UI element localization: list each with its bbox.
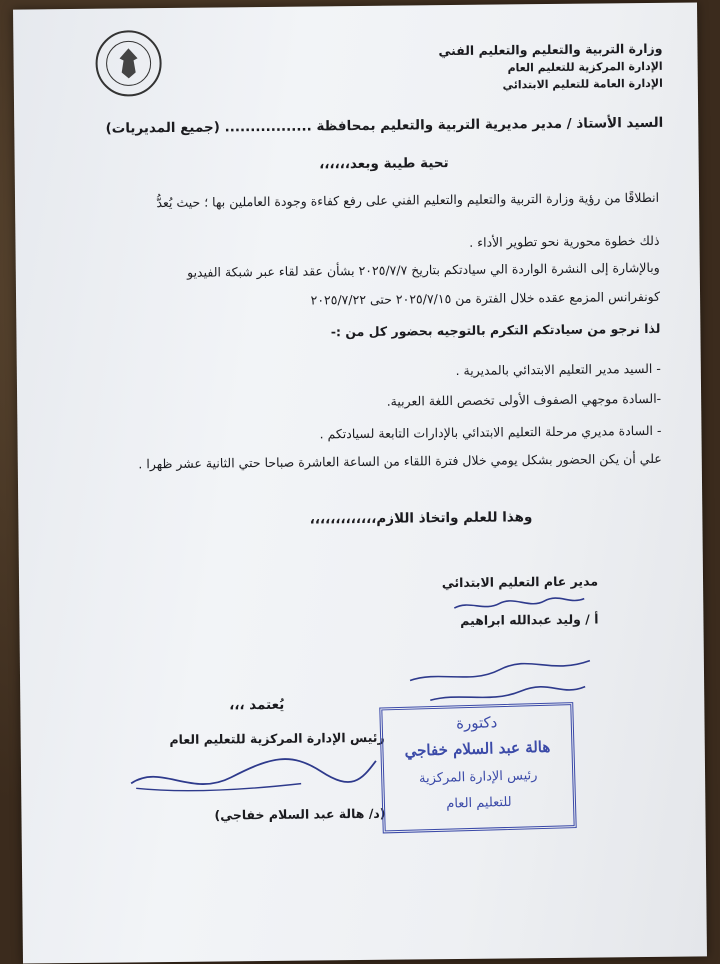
- document-page: [13, 2, 707, 963]
- signatory-1-title: مدير عام التعليم الابتدائي: [441, 573, 599, 591]
- stamp-line-2: هالة عبد السلام خفاجي: [404, 737, 551, 760]
- paragraph-1-line-2: ذلك خطوة محورية نحو تطوير الأداء .: [469, 232, 660, 250]
- approval-signature: [121, 741, 382, 804]
- signatory-1-name: أ / وليد عبدالله ابراهيم: [460, 611, 599, 628]
- general-admin-line: الإدارة العامة للتعليم الابتدائي: [502, 76, 663, 92]
- ministry-line: وزارة التربية والتعليم والتعليم الفني: [438, 40, 663, 59]
- list-item-2: -السادة موجهي الصفوف الأولى تخصص اللغة العربية.: [386, 390, 662, 409]
- paragraph-1-line-1: انطلاقًا من رؤية وزارة التربية والتعليم والتعليم الفني على رفع كفاءة وجودة العاملين بها ؛ حيث يُعدُّ: [156, 189, 660, 211]
- greeting: تحية طيبة وبعد،،،،،،: [319, 155, 449, 173]
- ministry-logo-icon: [93, 28, 164, 99]
- approval-name: (د/ هالة عبد السلام خفاجي): [214, 805, 386, 823]
- list-item-1: - السيد مدير التعليم الابتدائي بالمديرية .: [455, 360, 661, 378]
- stamp-line-1: دكتورة: [455, 713, 498, 733]
- closing-line: وهذا للعلم واتخاذ اللازم،،،،،،،،،،،،،: [309, 509, 533, 528]
- list-item-3: - السادة مديري مرحلة التعليم الابتدائي بالإدارات التابعة لسيادتكم .: [319, 422, 662, 442]
- official-stamp: [379, 702, 576, 833]
- request-line: لذا نرجو من سيادتكم التكرم بالتوجيه بحضور كل من :-: [330, 320, 661, 340]
- approval-label: يُعتمد ،،،: [229, 696, 285, 714]
- paragraph-2-line-1: وبالإشارة إلى النشرة الواردة الي سيادتكم بتاريخ ٢٠٢٥/٧/٧ بشأن عقد لقاء عبر شبكة الفيديو: [186, 259, 660, 280]
- paragraph-2-line-2: كونفرانس المزمع عقده خلال الفترة من ٢٠٢٥/٧/١٥ حتى ٢٠٢٥/٧/٢٢: [310, 288, 661, 308]
- stamp-line-4: للتعليم العام: [446, 794, 512, 812]
- addressee-line: السيد الأستاذ / مدير مديرية التربية والتعليم بمحافظة ................. (جميع المديريات): [105, 114, 664, 137]
- approval-title: رئيس الإدارة المركزية للتعليم العام: [169, 729, 385, 748]
- stamp-line-3: رئيس الإدارة المركزية: [418, 768, 538, 787]
- central-admin-line: الإدارة المركزية للتعليم العام: [507, 59, 663, 75]
- attendance-note: علي أن يكن الحضور بشكل يومي خلال فترة اللقاء من الساعة العاشرة صباحا حتي الثانية عشر ظهرا .: [138, 450, 662, 472]
- handwritten-annotation: [400, 638, 601, 710]
